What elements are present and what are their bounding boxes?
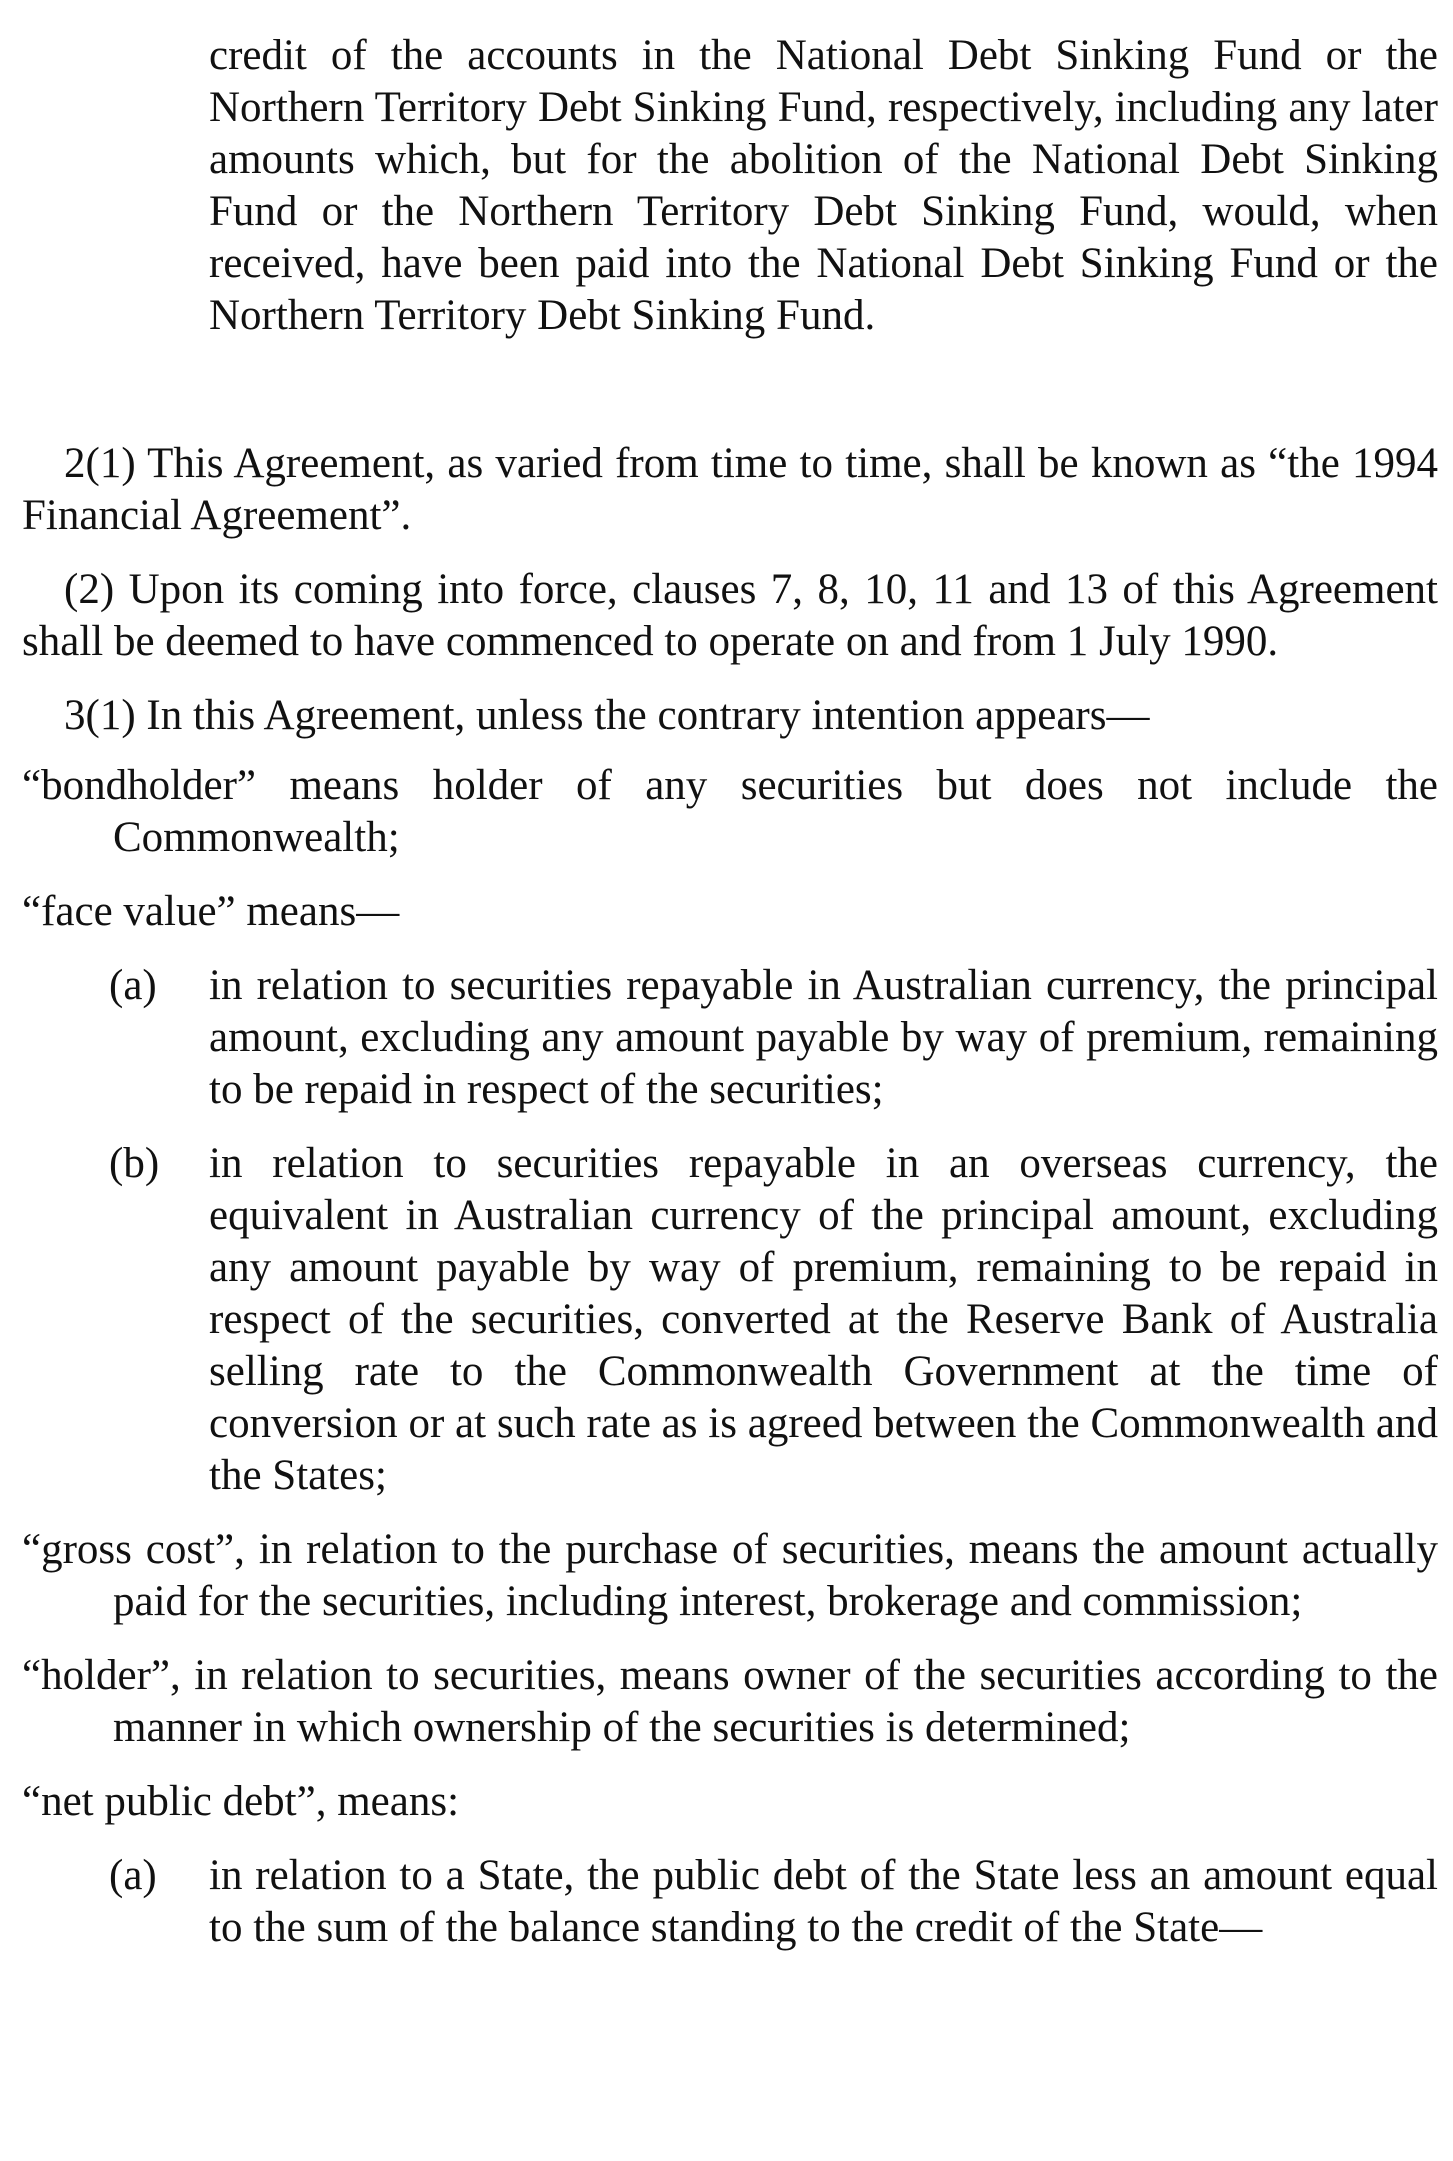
clause-2-1: 2(1) This Agreement, as varied from time to time, shall be known as “the 1994 Financial Agreement”. [22, 440, 1438, 539]
continuation-paragraph: credit of the accounts in the National Debt Sinking Fund or the Northern Territory Debt Sinking Fund, respectively, including any later amounts which, but for the abolition of the National Debt Sinking Fund or the Northern Territory Debt Sinking Fund, would, when received, have been paid into the National Debt Sinking Fund or the Northern Territory Debt Sinking Fund. [209, 32, 1438, 339]
document-page [22, 0, 1438, 1954]
definition-bondholder: “bondholder” means holder of any securities but does not include the Commonwealth; [22, 762, 1438, 861]
item-label: (b) [109, 1140, 160, 1187]
item-text: in relation to securities repayable in an overseas currency, the equivalent in Australian currency of the principal amount, excluding any amount payable by way of premium, remaining to be repaid in respect of the securities, converted at the Reserve Bank of Australia selling rate to the Commonwealth Government at the time of conversion or at such rate as is agreed between the Commonwealth and the States; [209, 1140, 1438, 1499]
face-value-item-a [109, 960, 1438, 1116]
net-public-debt-item-a [109, 1850, 1438, 1954]
item-text: in relation to a State, the public debt of the State less an amount equal to the sum of the balance standing to the credit of the State— [209, 1852, 1438, 1951]
clause-3-1: 3(1) In this Agreement, unless the contrary intention appears— [64, 692, 1150, 739]
clause-2-2: (2) Upon its coming into force, clauses 7, 8, 10, 11 and 13 of this Agreement shall be deemed to have commenced to operate on and from 1 July 1990. [22, 566, 1438, 665]
item-text: in relation to securities repayable in Australian currency, the principal amount, excluding any amount payable by way of premium, remaining to be repaid in respect of the securities; [209, 962, 1438, 1113]
definition-net-public-debt: “net public debt”, means: [22, 1778, 460, 1825]
item-label: (a) [109, 962, 157, 1009]
face-value-item-b [109, 1138, 1438, 1502]
definition-gross-cost: “gross cost”, in relation to the purchase of securities, means the amount actually paid for the securities, including interest, brokerage and commission; [22, 1526, 1438, 1625]
definition-face-value: “face value” means— [22, 888, 400, 935]
definition-holder: “holder”, in relation to securities, means owner of the securities according to the manner in which ownership of the securities is determined; [22, 1652, 1438, 1751]
item-label: (a) [109, 1852, 157, 1899]
